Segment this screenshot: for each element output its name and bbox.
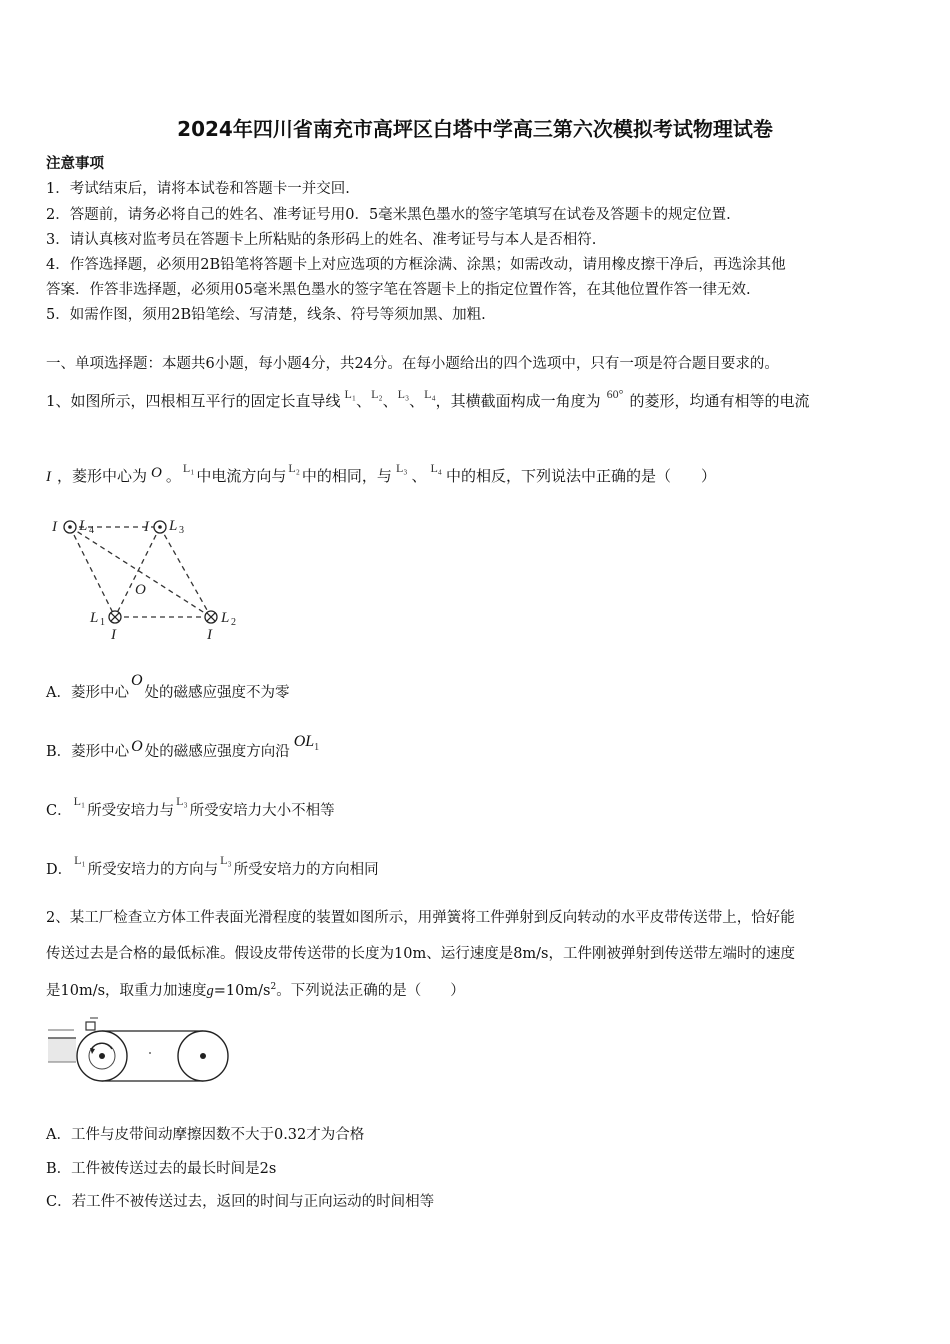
q1-angle: 60° bbox=[606, 387, 624, 401]
q1-L3: L₃ bbox=[397, 387, 410, 401]
q2-conveyor-figure bbox=[46, 1012, 231, 1092]
q1-option-b[interactable]: B．菱形中心 O 处的磁感应强度方向沿$OL^1$ bbox=[46, 733, 320, 760]
q2-stem-line1: 2、某工厂检查立方体工件表面光滑程度的装置如图所示，用弹簧将工件弹射到反向转动的水平皮带传送带上，恰好能 bbox=[46, 910, 795, 926]
notice-item: 3．请认真核对监考员在答题卡上所粘贴的条形码上的姓名、准考证号与本人是否相符. bbox=[46, 232, 597, 248]
svg-text:1: 1 bbox=[100, 617, 105, 628]
q1-option-d[interactable]: D．$^{L_1}$所受安培力的方向与$^{L_3}$所受安培力的方向相同 bbox=[46, 853, 379, 878]
section-heading: 一、单项选择题：本题共6小题，每小题4分，共24分。在每小题给出的四个选项中，只有一项是符合题目要求的。 bbox=[46, 356, 779, 372]
svg-text:L: L bbox=[79, 518, 88, 534]
q1-stem-line2: I ，菱形中心为 O 。 $^{L_1}$ 中电流方向与 $^{L_2}$ 中的相同，与 $^{L_3}$ 、 $^{L_4}$ 中的相反，下列说法中正确的是（ ） bbox=[46, 461, 716, 485]
workpiece-icon bbox=[86, 1022, 95, 1030]
q1-stem-line1: 1、如图所示，四根相互平行的固定长直导线 $^{L_1}$、$^{L_2}$、$^{L_3}$、$^{L_4}$，其横截面构成一角度为 $^{60^\circ}$ 的菱形，均通有相等的电流 bbox=[46, 387, 810, 410]
svg-text:L: L bbox=[221, 610, 230, 626]
svg-text:2: 2 bbox=[231, 617, 236, 628]
page-title: 2024年四川省南充市高坪区白塔中学高三第六次模拟考试物理试卷 bbox=[177, 117, 773, 141]
notice-item: 答案．作答非选择题，必须用05毫米黑色墨水的签字笔在答题卡上的指定位置作答，在其他位置作答一律无效. bbox=[46, 282, 751, 298]
notice-heading: 注意事项 bbox=[46, 155, 104, 172]
q1-I: I bbox=[46, 469, 51, 485]
svg-text:I: I bbox=[144, 519, 149, 535]
q2-stem-line3: 是10m/s，取重力加速度$g=10m/s^2$。下列说法正确的是（ ） bbox=[46, 982, 465, 999]
svg-text:L: L bbox=[169, 518, 178, 534]
q1-option-c[interactable]: C．$^{L_1}$所受安培力与$^{L_3}$所受安培力大小不相等 bbox=[46, 794, 335, 819]
q1-L4: L₄ bbox=[424, 387, 436, 401]
q1-rhombus-figure bbox=[46, 512, 256, 642]
svg-text:O: O bbox=[135, 582, 146, 598]
svg-text:I: I bbox=[111, 627, 116, 642]
notice-item: 5．如需作图，须用2B铅笔绘、写清楚，线条、符号等须加黑、加粗. bbox=[46, 307, 486, 323]
svg-text:3: 3 bbox=[179, 525, 184, 536]
svg-text:I: I bbox=[207, 627, 212, 642]
svg-text:L: L bbox=[90, 610, 99, 626]
q2-option-c[interactable]: C．若工件不被传送过去，返回的时间与正向运动的时间相等 bbox=[46, 1194, 435, 1210]
q2-option-a[interactable]: A．工件与皮带间动摩擦因数不大于0.32才为合格 bbox=[46, 1127, 365, 1143]
q2-option-b[interactable]: B．工件被传送过去的最长时间是2s bbox=[46, 1161, 277, 1177]
q1-O: O bbox=[151, 465, 162, 481]
notice-item: 1．考试结束后，请将本试卷和答题卡一并交回. bbox=[46, 181, 350, 197]
svg-text:I: I bbox=[52, 519, 57, 535]
q1-L1: L₁ bbox=[344, 387, 357, 401]
svg-text:4: 4 bbox=[89, 525, 94, 536]
notice-item: 4．作答选择题，必须用2B铅笔将答题卡上对应选项的方框涂满、涂黑；如需改动，请用橡皮擦干净后，再选涂其他 bbox=[46, 257, 786, 273]
q1-option-a[interactable]: A．菱形中心O处的磁感应强度不为零 bbox=[46, 672, 290, 701]
q1-L2: L₂ bbox=[371, 387, 383, 401]
q2-stem-line2: 传送过去是合格的最低标准。假设皮带传送带的长度为10m、运行速度是8m/s，工件刚被弹射到传送带左端时的速度 bbox=[46, 946, 795, 962]
notice-item: 2．答题前，请务必将自己的姓名、准考证号用0．5毫米黑色墨水的签字笔填写在试卷及答题卡的规定位置. bbox=[46, 207, 731, 223]
